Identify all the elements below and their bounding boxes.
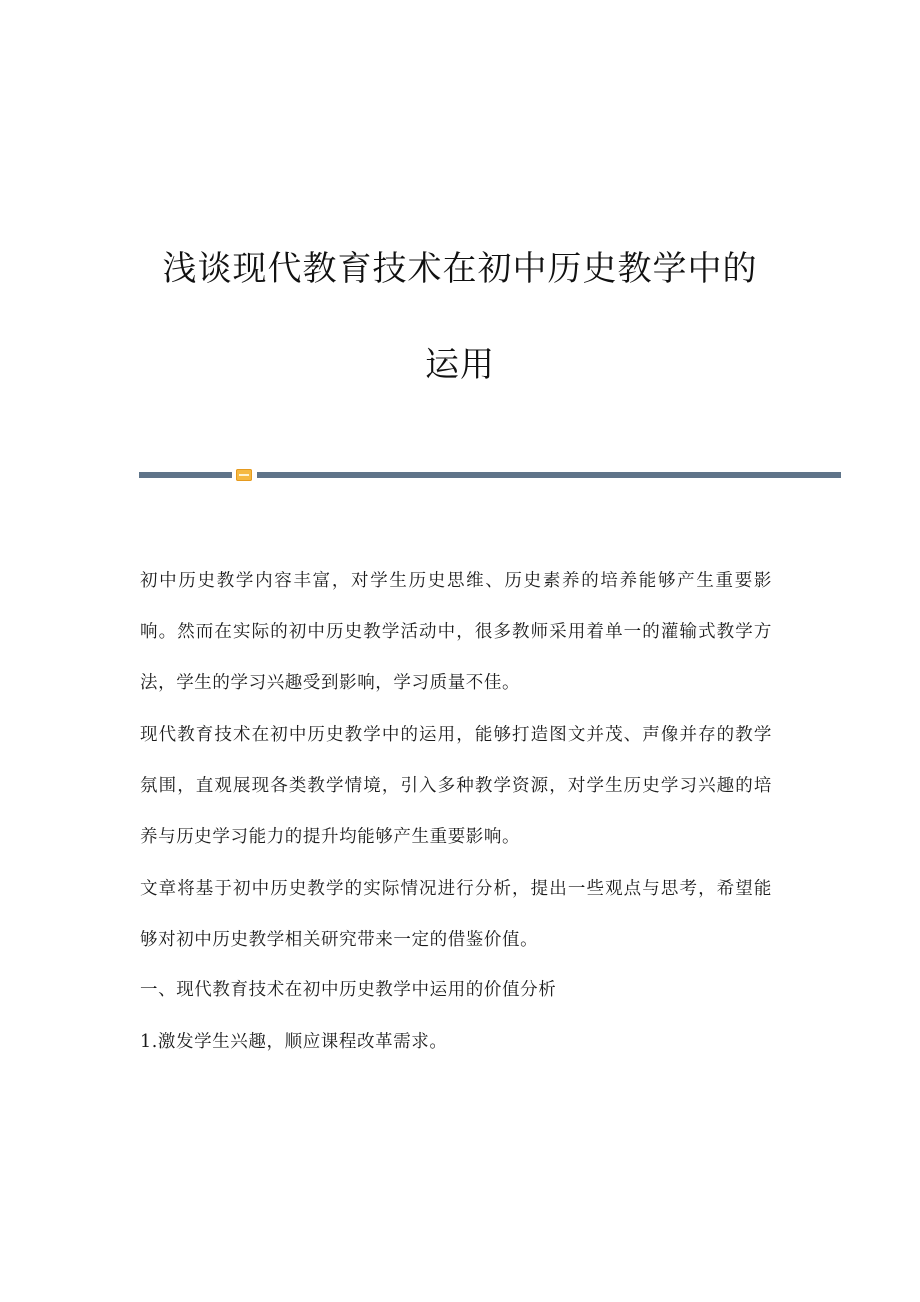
document-title-line-2: 运用 bbox=[425, 344, 495, 385]
subheading: 1.激发学生兴趣，顺应课程改革需求。 bbox=[140, 1032, 448, 1052]
divider-bar-left bbox=[139, 472, 232, 478]
paragraph-3: 文章将基于初中历史教学的实际情况进行分析，提出一些观点与思考，希望能够对初中历史教学相关研究带来一定的借鉴价值。 bbox=[140, 879, 772, 950]
document-title-line-1: 浅谈现代教育技术在初中历史教学中的 bbox=[162, 248, 758, 289]
section-heading: 一、现代教育技术在初中历史教学中运用的价值分析 bbox=[140, 980, 557, 1000]
divider-emblem-icon bbox=[236, 469, 252, 481]
paragraph-1: 初中历史教学内容丰富，对学生历史思维、历史素养的培养能够产生重要影响。然而在实际的初中历史教学活动中，很多教师采用着单一的灌输式教学方法，学生的学习兴趣受到影响，学习质量不佳。 bbox=[140, 571, 772, 693]
divider-bar-right bbox=[257, 472, 841, 478]
title-divider bbox=[139, 468, 841, 482]
paragraph-2: 现代教育技术在初中历史教学中的运用，能够打造图文并茂、声像并存的教学氛围，直观展现各类教学情境，引入多种教学资源，对学生历史学习兴趣的培养与历史学习能力的提升均能够产生重要影响。 bbox=[140, 725, 772, 847]
